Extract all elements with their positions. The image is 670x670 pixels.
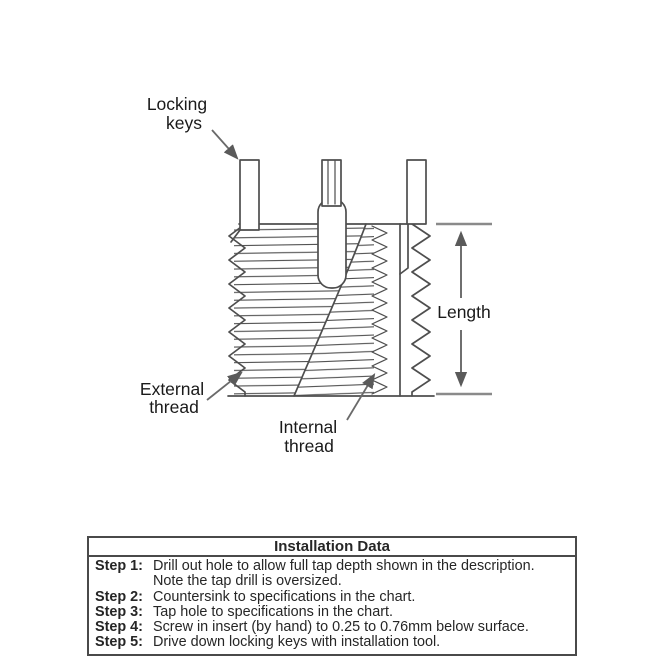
locking-keys-label-line2: keys bbox=[166, 113, 202, 133]
left-locking-key bbox=[240, 160, 259, 230]
table-row bbox=[95, 635, 572, 650]
step-text: Countersink to specifications in the chart. bbox=[153, 588, 416, 605]
length-label: Length bbox=[437, 302, 491, 322]
installation-data-table bbox=[87, 536, 577, 656]
external-thread-callout bbox=[140, 373, 241, 417]
locking-keys-callout bbox=[147, 94, 237, 158]
step-label: Step 1: bbox=[95, 558, 143, 574]
external-thread-profile-right bbox=[412, 224, 430, 396]
table-row bbox=[95, 574, 572, 589]
step-text: Screw in insert (by hand) to 0.25 to 0.76mm below surface. bbox=[153, 619, 529, 636]
table-row bbox=[95, 559, 572, 574]
external-thread-label-line1: External bbox=[139, 379, 205, 399]
table-row bbox=[95, 605, 572, 620]
step-label: Step 2: bbox=[95, 588, 143, 605]
center-bore-capsule bbox=[318, 199, 346, 288]
length-dimension bbox=[436, 224, 492, 394]
right-locking-key bbox=[407, 160, 426, 224]
step-label: Step 4: bbox=[95, 619, 143, 636]
table-row bbox=[95, 620, 572, 635]
step-label bbox=[95, 574, 153, 589]
step-text: Note the tap drill is oversized. bbox=[153, 573, 342, 590]
table-title: Installation Data bbox=[89, 538, 575, 557]
right-key-slot-line bbox=[400, 224, 408, 274]
step-label: Step 3: bbox=[95, 603, 143, 620]
step-label: Step 5: bbox=[95, 634, 143, 651]
internal-thread-label-line1: Internal bbox=[278, 417, 338, 437]
step-text: Drill out hole to allow full tap depth shown in the description. bbox=[153, 558, 535, 574]
table-row bbox=[95, 590, 572, 605]
locking-keys-label-line1: Locking bbox=[146, 94, 208, 114]
step-text: Drive down locking keys with installation tool. bbox=[153, 634, 441, 651]
center-locking-key bbox=[322, 160, 341, 206]
locking-keys-leader-arrow bbox=[212, 130, 237, 158]
table-body bbox=[89, 557, 575, 654]
external-thread-label-line2: thread bbox=[149, 397, 199, 417]
internal-thread-label-line2: thread bbox=[284, 436, 334, 456]
internal-thread-profile bbox=[372, 226, 387, 394]
step-text: Tap hole to specifications in the chart. bbox=[153, 603, 393, 620]
